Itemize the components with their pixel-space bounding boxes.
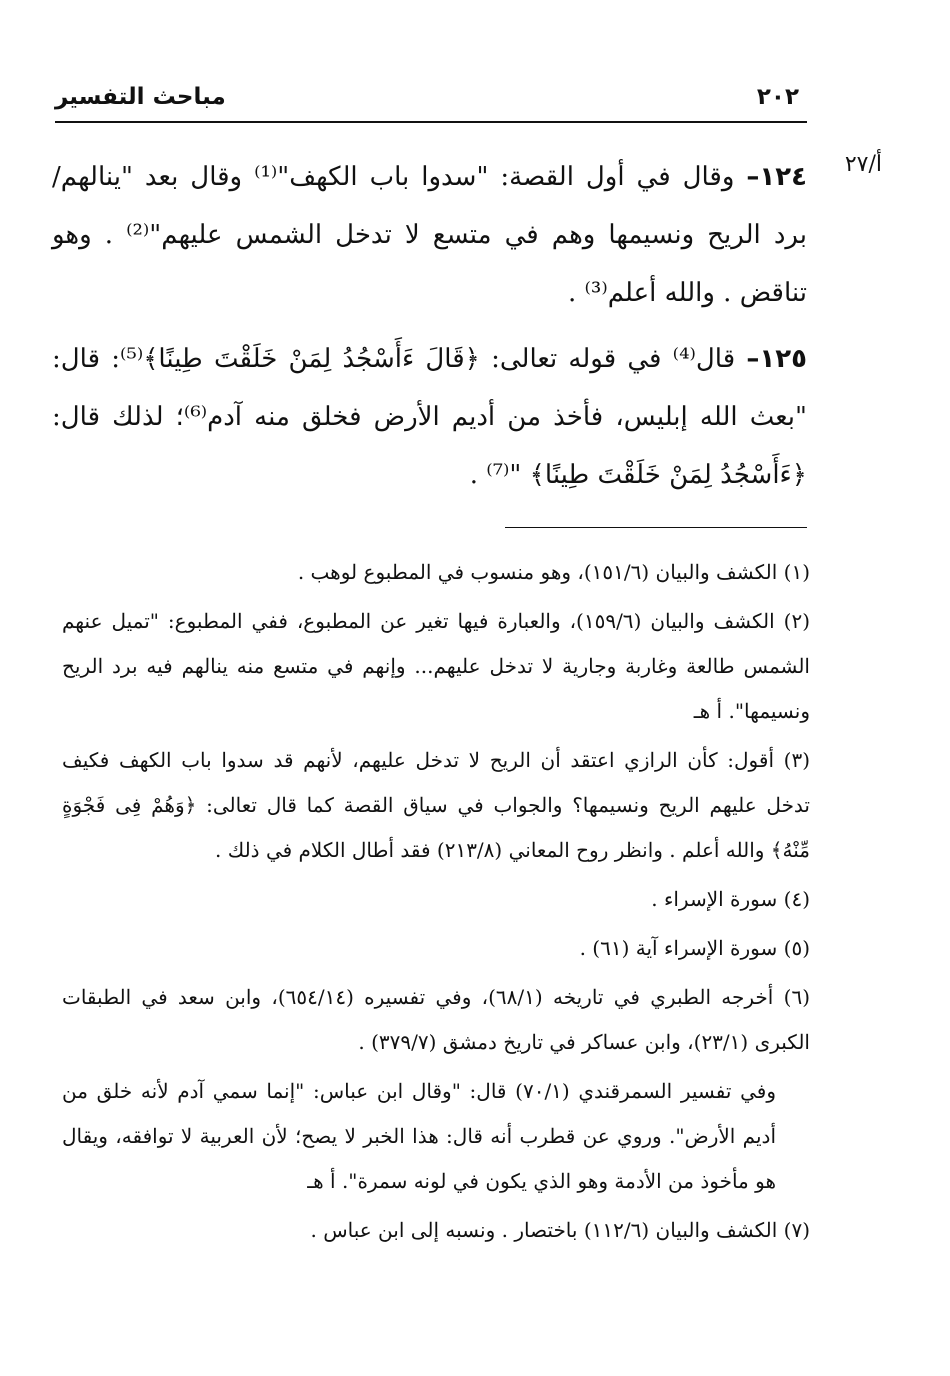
page-number: ٢٠٢ [756,84,799,110]
footnote-4: (٤) سورة الإسراء . [651,887,810,911]
footnote-3: (٣) أقول: كأن الرازي اعتقد أن الريح لا تدخل عليهم، لأنهم قد سدوا باب الكهف فكيف تدخل عليهم الريح ونسيمها؟ والجواب في سياق القصة كما قال تعالى: ﴿وَهُمْ فِى فَجْوَةٍ مِّنْهُ﴾ والله أعلم . وانظر روح المعاني (٢١٣/٨) فقد أطال الكلام في ذلك . [62,748,810,862]
footnote-5: (٥) سورة الإسراء آية (٦١) . [579,936,810,960]
manuscript-folio-reference: أ/٢٧ [844,152,882,177]
paragraph-125 [52,330,807,504]
footnote-1: (١) الكشف والبيان (١٥١/٦)، وهو منسوب في المطبوع لوهب . [297,560,810,584]
running-header [55,84,807,118]
header-title: مباحث التفسير [55,84,226,110]
paragraph-text: قال⁽⁴⁾ في قوله تعالى: ﴿قَالَ ءَأَسْجُدُ لِمَنْ خَلَقْتَ طِينًا﴾⁽⁵⁾: قال: "بعث الله إبليس، فأخذ من أديم الأرض فخلق منه آدم⁽⁶⁾؛ لذلك قال: ﴿ءَأَسْجُدُ لِمَنْ خَلَقْتَ طِينًا﴾ "⁽⁷⁾ . [52,344,807,490]
footnote-6-continuation: وفي تفسير السمرقندي (٧٠/١) قال: "وقال ابن عباس: "إنما سمي آدم لأنه خلق من أديم الأرض". وروي عن قطرب أنه قال: هذا الخبر لا يصح؛ لأن العربية لا توافقه، ويقال هو مأخوذ من الأدمة وهو الذي يكون في لونه سمرة". أ هـ [62,1079,776,1193]
paragraph-number: ١٢٤– [746,162,807,192]
paragraph-124 [52,148,807,322]
main-text [52,148,807,512]
footnotes [62,550,810,1257]
paragraph-text: وقال في أول القصة: "سدوا باب الكهف"⁽¹⁾ وقال بعد "ينالهم/ برد الريح ونسيمها وهم في متسع لا تدخل الشمس عليهم"⁽²⁾ . وهو تناقض . والله أعلم⁽³⁾ . [52,162,807,308]
footnote-7: (٧) الكشف والبيان (١١٢/٦) باختصار . ونسبه إلى ابن عباس . [310,1218,810,1242]
footnote-2: (٢) الكشف والبيان (١٥٩/٦)، والعبارة فيها تغير عن المطبوع، ففي المطبوع: "تميل عنهم الشمس طالعة وغاربة وجارية لا تدخل عليهم... وإنهم في متسع منه ينالهم فيه برد الريح ونسيمها". أ هـ [62,609,811,723]
footnote-6: (٦) أخرجه الطبري في تاريخه (٦٨/١)، وفي تفسيره (٦٥٤/١٤)، وابن سعد في الطبقات الكبرى (٢٣/١)، وابن عساكر في تاريخ دمشق (٣٧٩/٧) . [62,985,810,1054]
header-rule [55,121,807,123]
paragraph-number: ١٢٥– [746,344,807,374]
footnote-separator [505,527,807,528]
